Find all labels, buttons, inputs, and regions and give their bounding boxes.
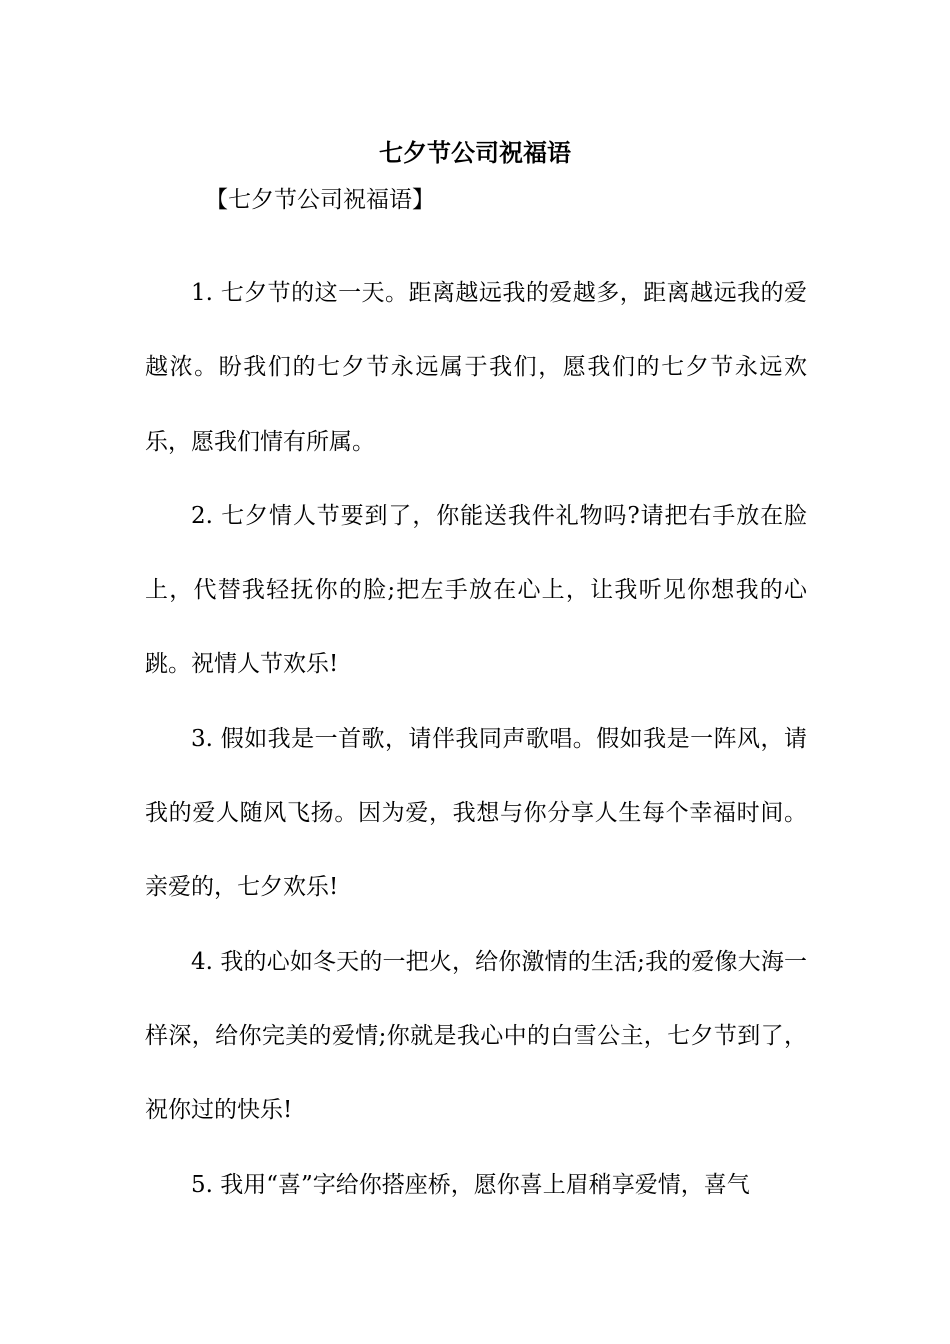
paragraph-1: 1. 七夕节的这一天。距离越远我的爱越多，距离越远我的爱越浓。盼我们的七夕节永远属于我们，愿我们的七夕节永远欢乐，愿我们情有所属。 <box>145 280 807 455</box>
paragraph-3: 3. 假如我是一首歌，请伴我同声歌唱。假如我是一阵风，请我的爱人随风飞扬。因为爱，我想与你分享人生每个幸福时间。亲爱的，七夕欢乐! <box>145 725 807 901</box>
document-body <box>145 256 807 1222</box>
paragraph-2: 2. 七夕情人节要到了，你能送我件礼物吗?请把右手放在脸上，代替我轻抚你的脸;把左手放在心上，让我听见你想我的心跳。祝情人节欢乐! <box>145 502 807 678</box>
document-subtitle: 【七夕节公司祝福语】 <box>205 187 435 213</box>
document-title: 七夕节公司祝福语 <box>379 138 571 167</box>
paragraph-4: 4. 我的心如冬天的一把火，给你激情的生活;我的爱像大海一样深，给你完美的爱情;你就是我心中的白雪公主，七夕节到了，祝你过的快乐! <box>145 948 807 1124</box>
paragraph-5: 5. 我用“喜”字给你搭座桥，愿你喜上眉稍享爱情，喜气 <box>191 1171 750 1198</box>
